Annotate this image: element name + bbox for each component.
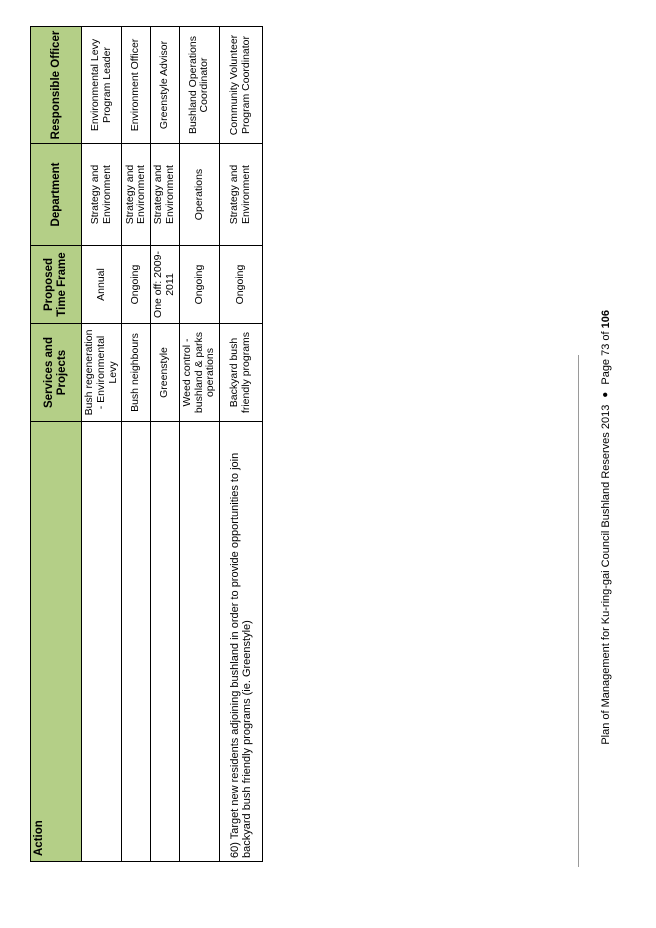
footer-page-label: Page 73 of bbox=[600, 328, 612, 385]
cell-action bbox=[82, 422, 122, 862]
cell-action bbox=[151, 422, 180, 862]
column-header-department: Department bbox=[31, 144, 82, 246]
cell-services: Greenstyle bbox=[151, 324, 180, 422]
cell-services: Backyard bush friendly programs bbox=[220, 324, 263, 422]
footer-page-total: 106 bbox=[600, 310, 612, 329]
action-table bbox=[30, 26, 263, 862]
action-table-container bbox=[30, 27, 340, 862]
column-header-responsible-officer: Responsible Officer bbox=[31, 27, 82, 144]
cell-officer: Environment Officer bbox=[122, 27, 151, 144]
cell-action bbox=[179, 422, 219, 862]
cell-officer: Greenstyle Advisor bbox=[151, 27, 180, 144]
column-header-action: Action bbox=[31, 422, 82, 862]
cell-officer: Environmental Levy Program Leader bbox=[82, 27, 122, 144]
cell-services: Bush neighbours bbox=[122, 324, 151, 422]
cell-action bbox=[122, 422, 151, 862]
cell-officer: Bushland Operations Coordinator bbox=[179, 27, 219, 144]
cell-department: Operations bbox=[179, 144, 219, 246]
table-header-row bbox=[31, 27, 82, 862]
footer-separator-bullet: ● bbox=[600, 391, 611, 398]
cell-time-frame: Ongoing bbox=[179, 246, 219, 324]
cell-services: Bush regeneration - Environmental Levy bbox=[82, 324, 122, 422]
table-row bbox=[82, 27, 122, 862]
cell-time-frame: One off: 2009-2011 bbox=[151, 246, 180, 324]
column-header-services-and-projects: Services and Projects bbox=[31, 324, 82, 422]
table-row bbox=[122, 27, 151, 862]
cell-time-frame: Ongoing bbox=[122, 246, 151, 324]
cell-time-frame: Ongoing bbox=[220, 246, 263, 324]
footer-separator-rule bbox=[578, 355, 579, 867]
table-row bbox=[179, 27, 219, 862]
cell-department: Strategy and Environment bbox=[82, 144, 122, 246]
cell-officer: Community Volunteer Program Coordinator bbox=[220, 27, 263, 144]
cell-department: Strategy and Environment bbox=[122, 144, 151, 246]
cell-services: Weed control - bushland & parks operations bbox=[179, 324, 219, 422]
table-row bbox=[220, 27, 263, 862]
cell-department: Strategy and Environment bbox=[151, 144, 180, 246]
footer-document-title: Plan of Management for Ku-ring-gai Council Bushland Reserves 2013 bbox=[600, 404, 612, 745]
cell-time-frame: Annual bbox=[82, 246, 122, 324]
cell-action: 60) Target new residents adjoining bushland in order to provide opportunities to join backyard bush friendly programs (ie. Greenstyle) bbox=[220, 422, 263, 862]
table-row bbox=[151, 27, 180, 862]
cell-department: Strategy and Environment bbox=[220, 144, 263, 246]
column-header-proposed-time-frame: Proposed Time Frame bbox=[31, 246, 82, 324]
page-footer bbox=[600, 310, 624, 870]
